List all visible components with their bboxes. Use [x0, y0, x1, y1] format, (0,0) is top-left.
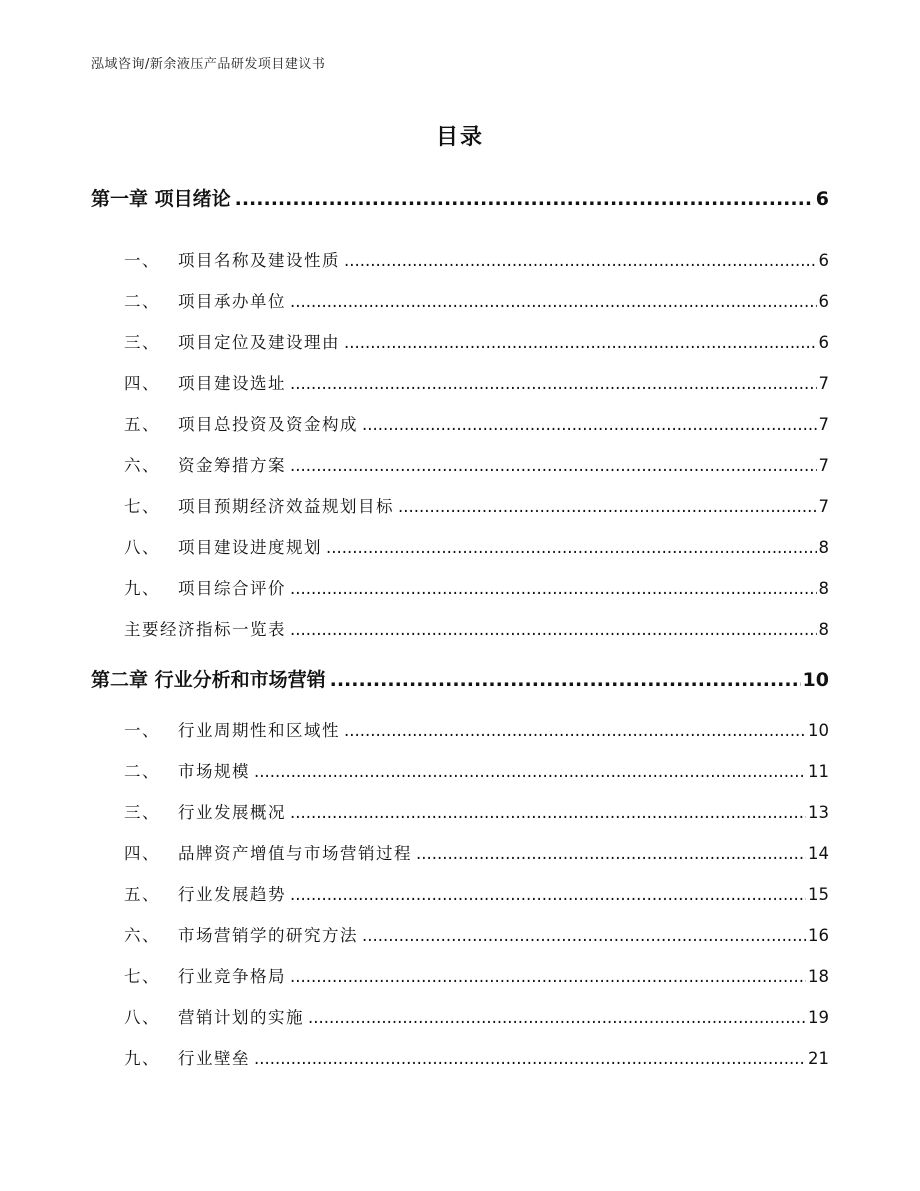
dot-leader	[326, 538, 817, 557]
page-number: 7	[818, 497, 829, 516]
section-number: 七、	[124, 967, 160, 986]
section-number: 四、	[124, 844, 160, 863]
page-number: 7	[818, 374, 829, 393]
toc-entry[interactable]	[124, 411, 829, 435]
dot-leader	[416, 844, 806, 863]
page-number: 13	[808, 803, 829, 822]
toc-entry[interactable]	[124, 758, 829, 782]
dot-leader	[254, 1049, 806, 1068]
section-number: 六、	[124, 926, 160, 945]
section-number: 二、	[124, 762, 160, 781]
section-label: 行业壁垒	[178, 1049, 250, 1068]
toc-entry[interactable]	[124, 329, 829, 353]
toc-entry[interactable]	[124, 1004, 829, 1028]
section-number: 六、	[124, 456, 160, 475]
page-number: 16	[808, 926, 829, 945]
page-number: 18	[808, 967, 829, 986]
toc-entry[interactable]	[124, 963, 829, 987]
page-number: 7	[818, 456, 829, 475]
section-label: 项目承办单位	[178, 292, 286, 311]
section-label: 项目名称及建设性质	[178, 251, 340, 270]
page-number: 10	[802, 669, 829, 691]
dot-leader	[344, 333, 817, 352]
toc-entry[interactable]	[124, 493, 829, 517]
section-number: 八、	[124, 538, 160, 557]
toc-entry[interactable]	[124, 922, 829, 946]
page-number: 21	[808, 1049, 829, 1068]
toc-chapter-2[interactable]	[91, 665, 829, 692]
section-label: 项目建设选址	[178, 374, 286, 393]
page-number: 11	[808, 762, 829, 781]
toc-entry[interactable]	[124, 370, 829, 394]
section-label: 行业发展趋势	[178, 885, 286, 904]
section-number: 九、	[124, 579, 160, 598]
section-label: 项目综合评价	[178, 579, 286, 598]
toc-entry[interactable]	[124, 575, 829, 599]
section-number: 三、	[124, 803, 160, 822]
page-number: 8	[818, 538, 829, 557]
toc-entry[interactable]	[124, 452, 829, 476]
toc-entry[interactable]	[124, 247, 829, 271]
section-label: 资金筹措方案	[178, 456, 286, 475]
page-number: 8	[818, 579, 829, 598]
page-number: 8	[818, 620, 829, 639]
section-label: 行业发展概况	[178, 803, 286, 822]
dot-leader	[290, 803, 806, 822]
page-number: 6	[815, 188, 829, 210]
toc-entry[interactable]	[124, 717, 829, 741]
toc-entry[interactable]	[124, 288, 829, 312]
dot-leader	[344, 721, 806, 740]
page-number: 14	[808, 844, 829, 863]
page-number: 19	[808, 1008, 829, 1027]
dot-leader	[290, 620, 817, 639]
dot-leader	[254, 762, 806, 781]
running-header: 泓域咨询/新余液压产品研发项目建议书	[91, 57, 326, 72]
page-number: 6	[818, 251, 829, 270]
section-label: 行业竞争格局	[178, 967, 286, 986]
page-number: 6	[818, 333, 829, 352]
chapter-label: 第二章 行业分析和市场营销	[91, 669, 326, 691]
page-number: 15	[808, 885, 829, 904]
section-label: 营销计划的实施	[178, 1008, 304, 1027]
page-number: 7	[818, 415, 829, 434]
section-label: 项目预期经济效益规划目标	[178, 497, 394, 516]
dot-leader	[344, 251, 817, 270]
dot-leader	[290, 374, 817, 393]
page-number: 10	[808, 721, 829, 740]
dot-leader	[308, 1008, 806, 1027]
section-label: 市场营销学的研究方法	[178, 926, 358, 945]
toc-entry[interactable]	[124, 534, 829, 558]
section-label: 主要经济指标一览表	[124, 620, 286, 639]
section-number: 五、	[124, 415, 160, 434]
page-number: 6	[818, 292, 829, 311]
section-number: 八、	[124, 1008, 160, 1027]
dot-leader	[362, 415, 817, 434]
toc-chapter-1[interactable]	[91, 184, 829, 211]
dot-leader	[330, 669, 801, 691]
dot-leader	[290, 292, 817, 311]
section-number: 四、	[124, 374, 160, 393]
dot-leader	[290, 456, 817, 475]
dot-leader	[290, 885, 806, 904]
toc-entry[interactable]	[124, 616, 829, 640]
section-label: 市场规模	[178, 762, 250, 781]
section-label: 品牌资产增值与市场营销过程	[178, 844, 412, 863]
section-number: 一、	[124, 251, 160, 270]
section-number: 九、	[124, 1049, 160, 1068]
section-label: 项目定位及建设理由	[178, 333, 340, 352]
section-number: 二、	[124, 292, 160, 311]
dot-leader	[290, 967, 806, 986]
toc-entry[interactable]	[124, 799, 829, 823]
dot-leader	[398, 497, 817, 516]
section-label: 项目总投资及资金构成	[178, 415, 358, 434]
toc-entry[interactable]	[124, 840, 829, 864]
section-number: 七、	[124, 497, 160, 516]
section-number: 五、	[124, 885, 160, 904]
chapter-label: 第一章 项目绪论	[91, 188, 231, 210]
toc-entry[interactable]	[124, 1045, 829, 1069]
dot-leader	[235, 188, 814, 210]
dot-leader	[362, 926, 806, 945]
section-label: 项目建设进度规划	[178, 538, 322, 557]
toc-entry[interactable]	[124, 881, 829, 905]
section-number: 三、	[124, 333, 160, 352]
section-number: 一、	[124, 721, 160, 740]
dot-leader	[290, 579, 817, 598]
page-title: 目录	[435, 125, 484, 150]
section-label: 行业周期性和区域性	[178, 721, 340, 740]
